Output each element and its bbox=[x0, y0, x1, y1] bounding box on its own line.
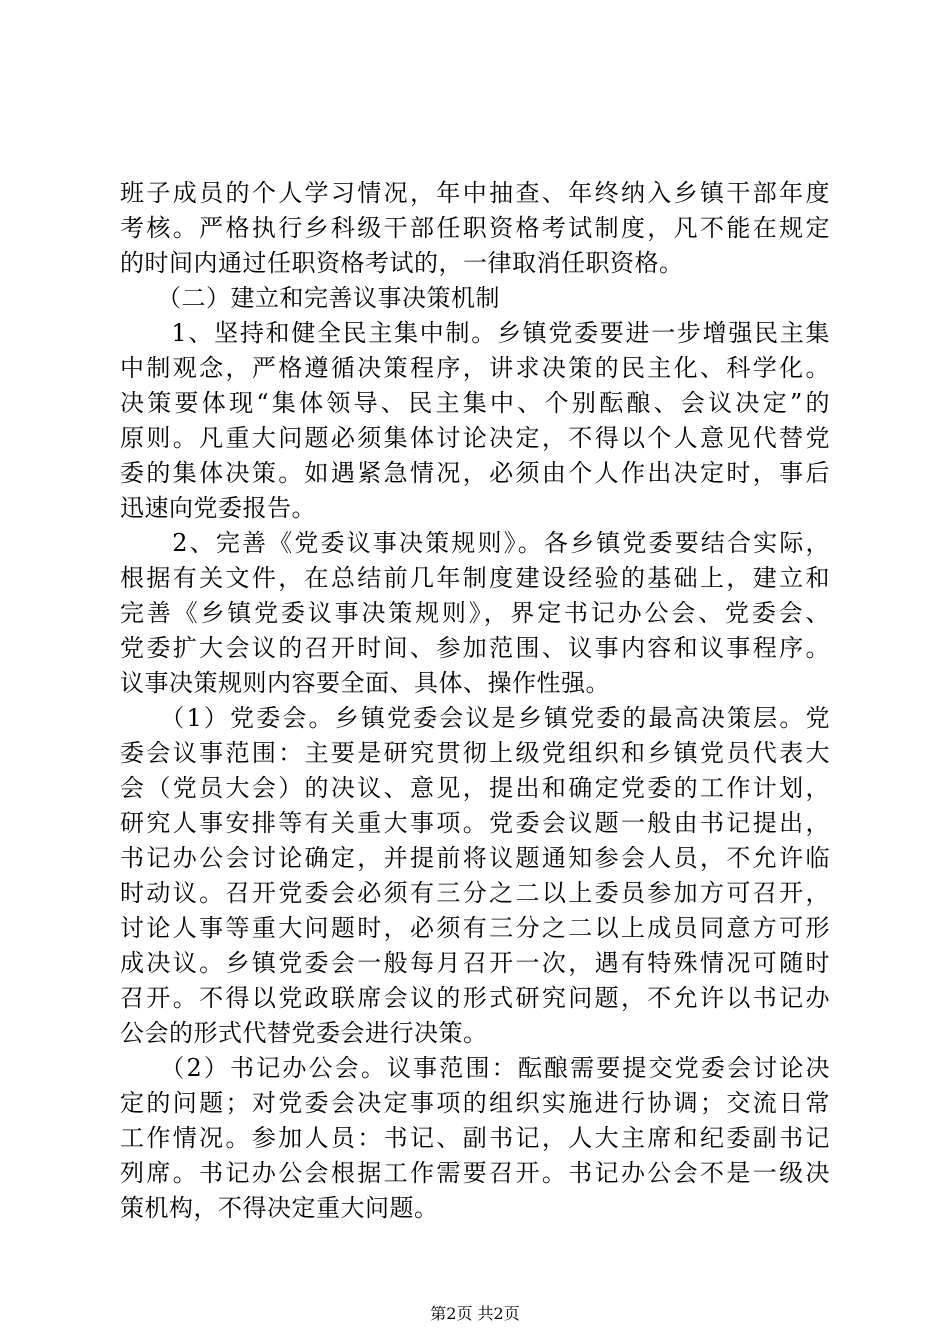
text-line: 考核。严格执行乡科级干部任职资格考试制度，凡不能在规定 bbox=[120, 214, 830, 242]
text-line: 根据有关文件，在总结前几年制度建设经验的基础上，建立和 bbox=[120, 564, 830, 592]
text-line: 党委扩大会议的召开时间、参加范围、议事内容和议事程序。 bbox=[120, 634, 830, 662]
text-line: 成决议。乡镇党委会一般每月召开一次，遇有特殊情况可随时 bbox=[120, 949, 830, 977]
text-line: 讨论人事等重大问题时，必须有三分之二以上成员同意方可形 bbox=[120, 914, 830, 942]
text-line: 时动议。召开党委会必须有三分之二以上委员参加方可召开， bbox=[120, 879, 830, 907]
text-line: 决策要体现“集体领导、民主集中、个别酝酿、会议决定”的 bbox=[120, 389, 830, 417]
text-line: 议事决策规则内容要全面、具体、操作性强。 bbox=[120, 669, 610, 697]
text-line: 1、坚持和健全民主集中制。乡镇党委要进一步增强民主集 bbox=[120, 319, 830, 347]
text-line: （2）书记办公会。议事范围：酝酿需要提交党委会讨论决 bbox=[120, 1054, 830, 1082]
text-line: 列席。书记办公会根据工作需要召开。书记办公会不是一级决 bbox=[120, 1159, 830, 1187]
document-body bbox=[120, 176, 830, 1226]
page-footer: 第2页 共2页 bbox=[430, 1304, 520, 1323]
section-heading: （二）建立和完善议事决策机制 bbox=[120, 284, 500, 312]
text-line: 委会议事范围：主要是研究贯彻上级党组织和乡镇党员代表大 bbox=[120, 739, 830, 767]
text-line: 研究人事安排等有关重大事项。党委会议题一般由书记提出， bbox=[120, 809, 830, 837]
text-line: 会（党员大会）的决议、意见，提出和确定党委的工作计划， bbox=[120, 774, 830, 802]
text-line: 的时间内通过任职资格考试的，一律取消任职资格。 bbox=[120, 249, 684, 277]
text-line: 定的问题；对党委会决定事项的组织实施进行协调；交流日常 bbox=[120, 1089, 830, 1117]
text-line: 公会的形式代替党委会进行决策。 bbox=[120, 1019, 488, 1047]
text-line: 书记办公会讨论确定，并提前将议题通知参会人员，不允许临 bbox=[120, 844, 830, 872]
text-line: 迅速向党委报告。 bbox=[120, 494, 316, 522]
text-line: （1）党委会。乡镇党委会议是乡镇党委的最高决策层。党 bbox=[120, 704, 830, 732]
text-line: 委的集体决策。如遇紧急情况，必须由个人作出决定时，事后 bbox=[120, 459, 830, 487]
text-line: 完善《乡镇党委议事决策规则》，界定书记办公会、党委会、 bbox=[120, 599, 830, 627]
text-line: 班子成员的个人学习情况，年中抽查、年终纳入乡镇干部年度 bbox=[120, 179, 830, 207]
text-line: 策机构，不得决定重大问题。 bbox=[120, 1194, 439, 1222]
text-line: 召开。不得以党政联席会议的形式研究问题，不允许以书记办 bbox=[120, 984, 830, 1012]
text-line: 原则。凡重大问题必须集体讨论决定，不得以个人意见代替党 bbox=[120, 424, 830, 452]
text-line: 中制观念，严格遵循决策程序，讲求决策的民主化、科学化。 bbox=[120, 354, 830, 382]
text-line: 2、完善《党委议事决策规则》。各乡镇党委要结合实际， bbox=[120, 529, 830, 557]
text-line: 工作情况。参加人员：书记、副书记，人大主席和纪委副书记 bbox=[120, 1124, 830, 1152]
